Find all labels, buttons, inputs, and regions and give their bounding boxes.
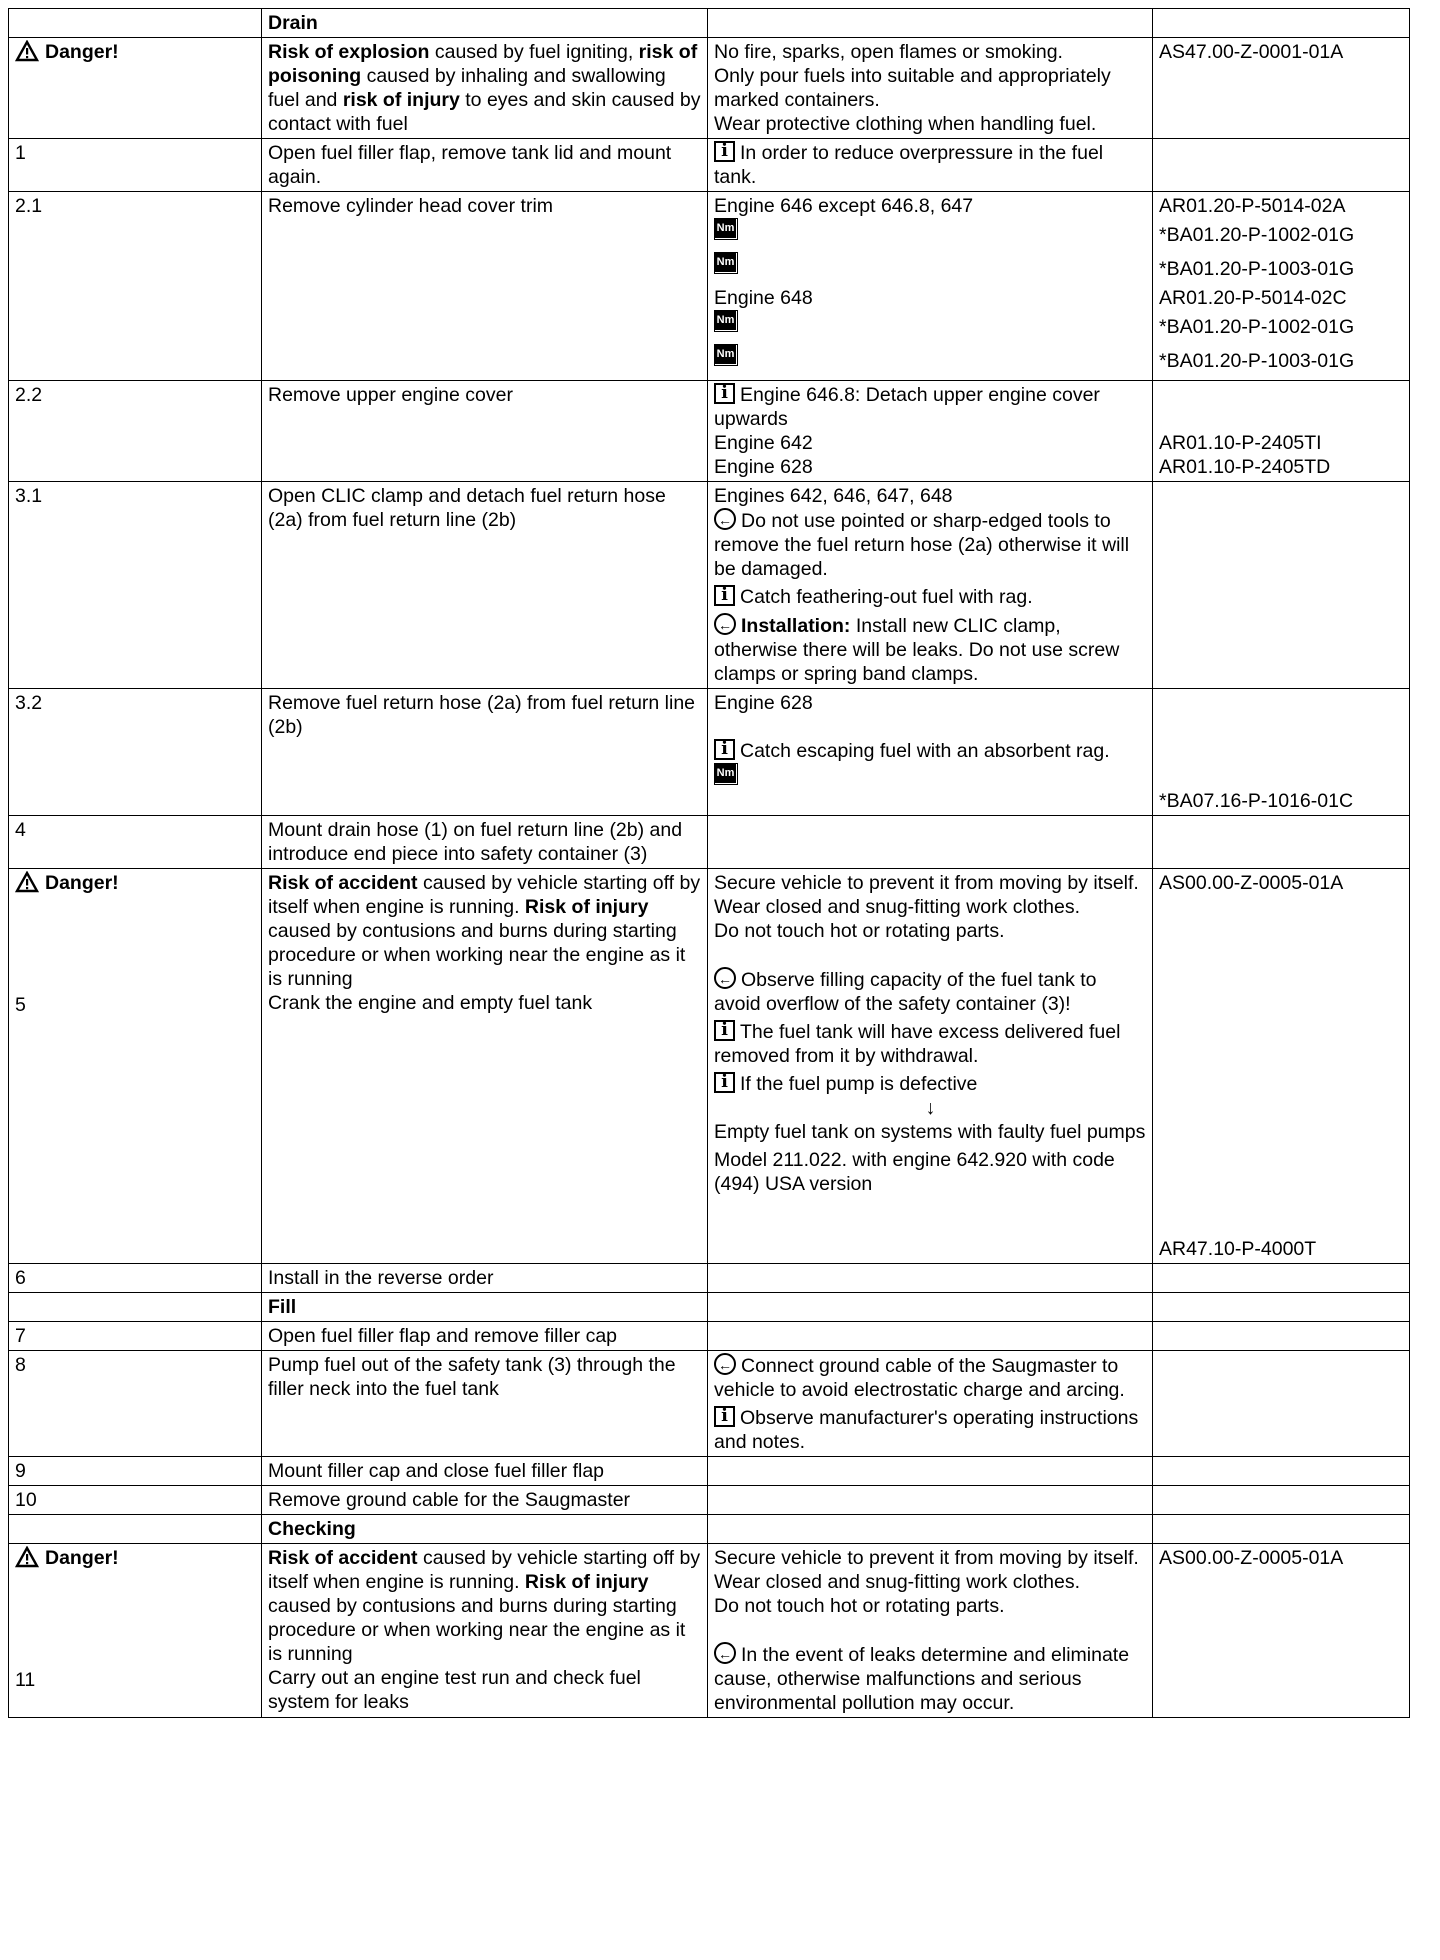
torque-icon	[714, 218, 738, 240]
step-row-8	[9, 1351, 1410, 1457]
step-row-2-1	[9, 192, 1410, 381]
step-description: Open fuel filler flap, remove tank lid and mount again.	[262, 139, 708, 192]
danger-ref: AS00.00-Z-0005-01A	[1159, 1547, 1344, 1569]
warning-triangle-icon	[15, 40, 39, 62]
step-number: 4	[9, 816, 262, 869]
danger-label: Danger!	[15, 41, 119, 63]
caution-icon	[714, 613, 736, 635]
step-description: Remove ground cable for the Saugmaster	[262, 1486, 708, 1515]
danger-row: Danger! 5 Risk of accident caused by vehicle starting off by itself when engine is running. Risk of injury caused by contusions and burns during starting procedure or when working near the engine as it is running Crank the engine and empty fuel tank Secure vehicle to prevent it from moving by itself. Wear closed and snug-fitting work clothes. Do not touch hot or rotating parts. ←Observe filling capacity of the fuel tank to avoid overflow of the safety container (3)! iThe fuel tank will have excess delivered fuel removed from it by withdrawal. iIf the fuel pump is defective ↓ Empty fuel tank on systems with faulty fuel pumps Model 211.022. with engine 642.920 with code (494) USA version AS00.00-Z-0005-01A AR47.10-P-4000T	[9, 869, 1410, 1264]
step-description: Remove fuel return hose (2a) from fuel return line (2b)	[262, 689, 708, 816]
section-row-checking	[9, 1515, 1410, 1544]
step-note: Engine 646 except 646.8, 647 Nm Nm Engine 648 Nm Nm	[708, 192, 1153, 381]
step-row-4	[9, 816, 1410, 869]
step-description: Mount drain hose (1) on fuel return line (2b) and introduce end piece into safety container (3)	[262, 816, 708, 869]
step-description: Remove upper engine cover	[262, 381, 708, 482]
section-title-checking: Checking	[262, 1515, 708, 1544]
info-icon	[714, 1020, 735, 1041]
step-note: ←Connect ground cable of the Saugmaster to vehicle to avoid electrostatic charge and arcing. iObserve manufacturer's operating instructions and notes.	[708, 1351, 1153, 1457]
procedure-table	[8, 8, 1410, 1718]
step-row-6	[9, 1264, 1410, 1293]
info-icon	[714, 1406, 735, 1427]
torque-icon	[714, 344, 738, 366]
step-number: 3.2	[9, 689, 262, 816]
danger-ref: AS47.00-Z-0001-01A	[1153, 38, 1410, 139]
danger-label: Danger!	[15, 1546, 256, 1570]
step-row-3-2	[9, 689, 1410, 816]
danger-row	[9, 38, 1410, 139]
step-description: Open fuel filler flap and remove filler cap	[262, 1322, 708, 1351]
caution-icon	[714, 1353, 736, 1375]
step-note: iIn order to reduce overpressure in the fuel tank.	[708, 139, 1153, 192]
caution-icon	[714, 967, 736, 989]
step-row-3-1	[9, 482, 1410, 689]
step-row-7	[9, 1322, 1410, 1351]
danger-ref: AS00.00-Z-0005-01A	[1159, 872, 1344, 894]
step-number: 1	[9, 139, 262, 192]
step-number: 8	[9, 1351, 262, 1457]
step-row-9	[9, 1457, 1410, 1486]
danger-description: Risk of accident caused by vehicle starting off by itself when engine is running. Risk of injury caused by contusions and burns during starting procedure or when working near the engine as it is running	[268, 872, 701, 990]
step-number: 3.1	[9, 482, 262, 689]
step-row-10	[9, 1486, 1410, 1515]
down-arrow: ↓	[925, 1097, 936, 1119]
info-icon	[714, 383, 735, 404]
step-note: Engines 642, 646, 647, 648 ←Do not use pointed or sharp-edged tools to remove the fuel return hose (2a) otherwise it will be damaged. iCatch feathering-out fuel with rag. ←Installation: Install new CLIC clamp, otherwise there will be leaks. Do not use screw clamps or spring band clamps.	[708, 482, 1153, 689]
step-description: Crank the engine and empty fuel tank	[268, 992, 593, 1014]
step-refs: AR01.10-P-2405TI AR01.10-P-2405TD	[1153, 381, 1410, 482]
danger-description: Risk of accident caused by vehicle starting off by itself when engine is running. Risk of injury caused by contusions and burns during starting procedure or when working near the engine as it is running	[268, 1547, 701, 1665]
info-icon	[714, 739, 735, 760]
step-refs: AR01.20-P-5014-02A *BA01.20-P-1002-01G *BA01.20-P-1003-01G AR01.20-P-5014-02C *BA01.20-P-1002-01G *BA01.20-P-1003-01G	[1153, 192, 1410, 381]
step-number: 2.1	[9, 192, 262, 381]
step-description: Install in the reverse order	[262, 1264, 708, 1293]
caution-icon	[714, 508, 736, 530]
step-note: i Engine 646.8: Detach upper engine cover upwards Engine 642 Engine 628	[708, 381, 1153, 482]
danger-notes: No fire, sparks, open flames or smoking. Only pour fuels into suitable and appropriately marked containers. Wear protective clothing when handling fuel.	[708, 38, 1153, 139]
warning-triangle-icon	[15, 871, 39, 893]
step-row-2-2	[9, 381, 1410, 482]
info-icon	[714, 585, 735, 606]
step-number: 10	[9, 1486, 262, 1515]
caution-icon	[714, 1642, 736, 1664]
step-description: Open CLIC clamp and detach fuel return hose (2a) from fuel return line (2b)	[262, 482, 708, 689]
section-row-drain	[9, 9, 1410, 38]
danger-description: Risk of explosion caused by fuel igniting, risk of poisoning caused by inhaling and swallowing fuel and risk of injury to eyes and skin caused by contact with fuel	[262, 38, 708, 139]
section-row-fill	[9, 1293, 1410, 1322]
step-number: 11	[15, 1669, 36, 1691]
step-row-1	[9, 139, 1410, 192]
section-title-drain: Drain	[262, 9, 708, 38]
info-icon	[714, 141, 735, 162]
danger-label: Danger!	[15, 871, 256, 895]
step-number: 6	[9, 1264, 262, 1293]
step-description: Remove cylinder head cover trim	[262, 192, 708, 381]
section-title-fill: Fill	[262, 1293, 708, 1322]
step-refs: *BA07.16-P-1016-01C	[1153, 689, 1410, 816]
step-number: 2.2	[9, 381, 262, 482]
torque-icon	[714, 763, 738, 785]
step-ref: AR47.10-P-4000T	[1159, 1238, 1317, 1260]
warning-triangle-icon	[15, 1546, 39, 1568]
torque-icon	[714, 252, 738, 274]
step-number: 7	[9, 1322, 262, 1351]
torque-icon	[714, 310, 738, 332]
step-number: 5	[15, 994, 26, 1016]
danger-row: Danger! 11 Risk of accident caused by vehicle starting off by itself when engine is running. Risk of injury caused by contusions and burns during starting procedure or when working near the engine as it is running Carry out an engine test run and check fuel system for leaks Secure vehicle to prevent it from moving by itself. Wear closed and snug-fitting work clothes. Do not touch hot or rotating parts. ←In the event of leaks determine and eliminate cause, otherwise malfunctions and serious environmental pollution may occur. AS00.00-Z-0005-01A	[9, 1544, 1410, 1718]
step-description: Mount filler cap and close fuel filler flap	[262, 1457, 708, 1486]
info-icon	[714, 1072, 735, 1093]
step-description: Carry out an engine test run and check fuel system for leaks	[268, 1667, 641, 1713]
step-description: Pump fuel out of the safety tank (3) through the filler neck into the fuel tank	[262, 1351, 708, 1457]
step-note: Engine 628 iCatch escaping fuel with an absorbent rag. Nm	[708, 689, 1153, 816]
step-number: 9	[9, 1457, 262, 1486]
